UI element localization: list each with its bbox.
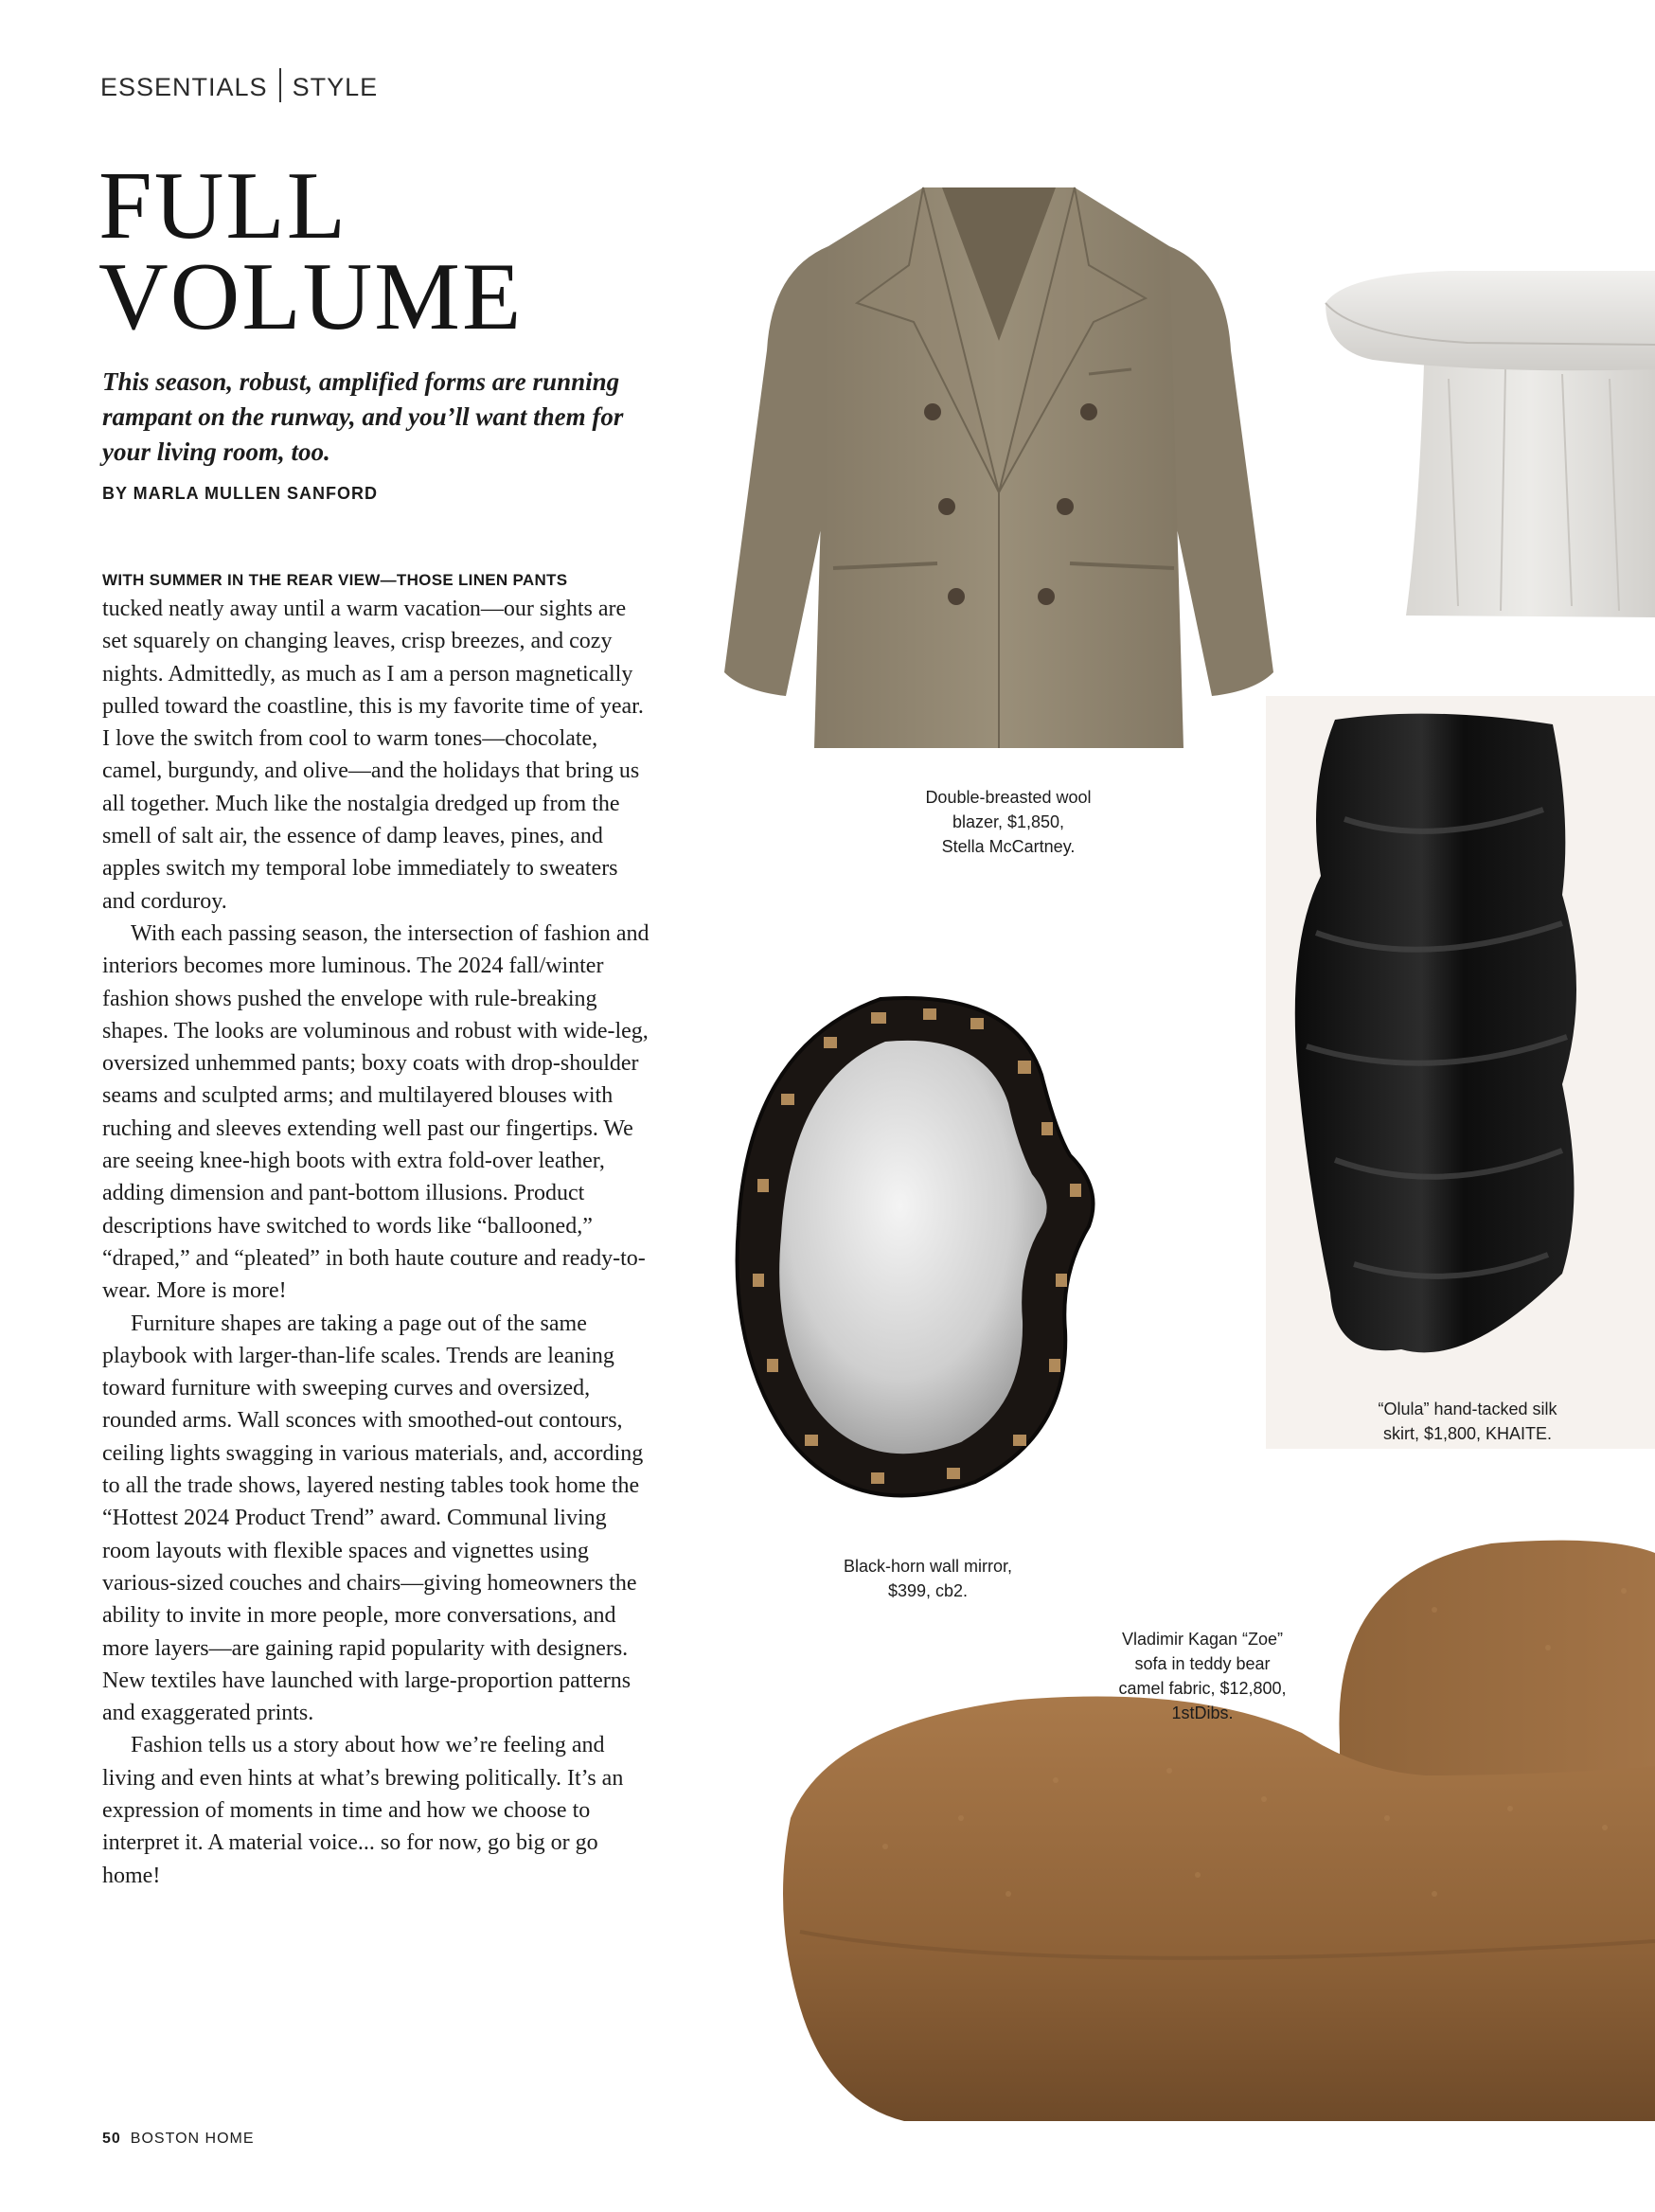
skirt-image (1278, 705, 1591, 1359)
sofa-caption-line-3: camel fabric, $12,800, (1118, 1679, 1287, 1698)
sofa-caption-line-1: Vladimir Kagan “Zoe” (1121, 1630, 1284, 1649)
section-label (100, 68, 378, 102)
mirror-image (729, 990, 1108, 1520)
mirror-caption-line-1: Black-horn wall mirror, (843, 1557, 1013, 1576)
sofa-image (772, 1534, 1655, 2121)
skirt-caption-line-2: skirt, $1,800, KHAITE. (1382, 1424, 1553, 1443)
blazer-caption-line-1: Double-breasted wool (925, 788, 1092, 807)
paragraph-3: Furniture shapes are taking a page out of the same playbook with larger-than-life scales. Trends are leaning toward furniture with sweeping curves and oversized, rounded arms. Wall sconces with smoothed-out contours, ceiling lights swagging in various materials, and, according to all the trade shows, layered nesting tables took home the “Hottest 2024 Product Trend” award. Communal living room layouts with flexible spaces and vignettes using various-sized couches and chairs—giving homeowners the ability to invite in more people, more conversations, and more layers—are gaining rapid popularity with designers. New textiles have launched with large-proportion patterns and exaggerated prints. (102, 1311, 644, 1726)
subsection-name: STYLE (292, 73, 379, 101)
sofa-caption-line-2: sofa in teddy bear (1134, 1654, 1271, 1673)
side-table-image (1316, 265, 1655, 625)
paragraph-4: Fashion tells us a story about how we’re feeling and living and even hints at what’s brewing politically. It’s an expression of moments in time and how we choose to interpret it. A material voice... so for now, go big or go home! (102, 1733, 624, 1888)
lead-in: WITH SUMMER IN THE REAR VIEW—THOSE LINEN PANTS (102, 571, 568, 589)
headline-line-2: VOLUME (98, 243, 524, 350)
publication-name: BOSTON HOME (130, 2131, 255, 2147)
mirror-caption-line-2: $399, cb2. (887, 1581, 969, 1600)
page-number: 50 (102, 2131, 121, 2147)
paragraph-1: tucked neatly away until a warm vacation—our sights are set squarely on changing leaves, crisp breezes, and cozy nights. Admittedly, as much as I am a person magnetically pulled toward the coastline, this is my favorite time of year. I love the switch from cool to warm tones—chocolate, camel, burgundy, and olive—and the holidays that bring us all together. Much like the nostalgia dredged up from the smell of salt air, the essence of damp leaves, pines, and apples switch my temporal lobe immediately to sweaters and corduroy. (102, 597, 644, 914)
sofa-caption (1079, 1627, 1326, 1725)
byline: BY MARLA MULLEN SANFORD (102, 484, 378, 503)
paragraph-2: With each passing season, the intersection of fashion and interiors becomes more luminous. The 2024 fall/winter fashion shows pushed the envelope with rule-breaking shapes. The looks are voluminous and robust with wide-leg, oversized unhemmed pants; boxy coats with drop-shoulder seams and sculpted arms; and multilayered blouses with ruching and sleeves extending well past our fingertips. We are seeing knee-high boots with extra fold-over leather, adding dimension and pant-bottom illusions. Product descriptions have switched to words like “ballooned,” “draped,” and “pleated” in both haute couture and ready-to-wear. More is more! (102, 920, 650, 1304)
article-body (102, 568, 656, 1892)
headline-line-1: FULL (98, 152, 347, 259)
section-divider (279, 68, 281, 102)
headline (98, 152, 704, 350)
section-name: ESSENTIALS (100, 73, 268, 101)
blazer-caption-line-3: Stella McCartney. (941, 837, 1076, 856)
blazer-image (715, 180, 1283, 753)
dek: This season, robust, amplified forms are running rampant on the runway, and you’ll want them for your living room, too. (102, 367, 624, 466)
blazer-caption-line-2: blazer, $1,850, (952, 812, 1065, 831)
folio (102, 2131, 255, 2148)
skirt-caption-line-1: “Olula” hand-tacked silk (1378, 1400, 1557, 1418)
skirt-caption (1307, 1397, 1628, 1446)
sofa-caption-line-4: 1stDibs. (1171, 1704, 1234, 1722)
blazer-caption (871, 785, 1146, 859)
